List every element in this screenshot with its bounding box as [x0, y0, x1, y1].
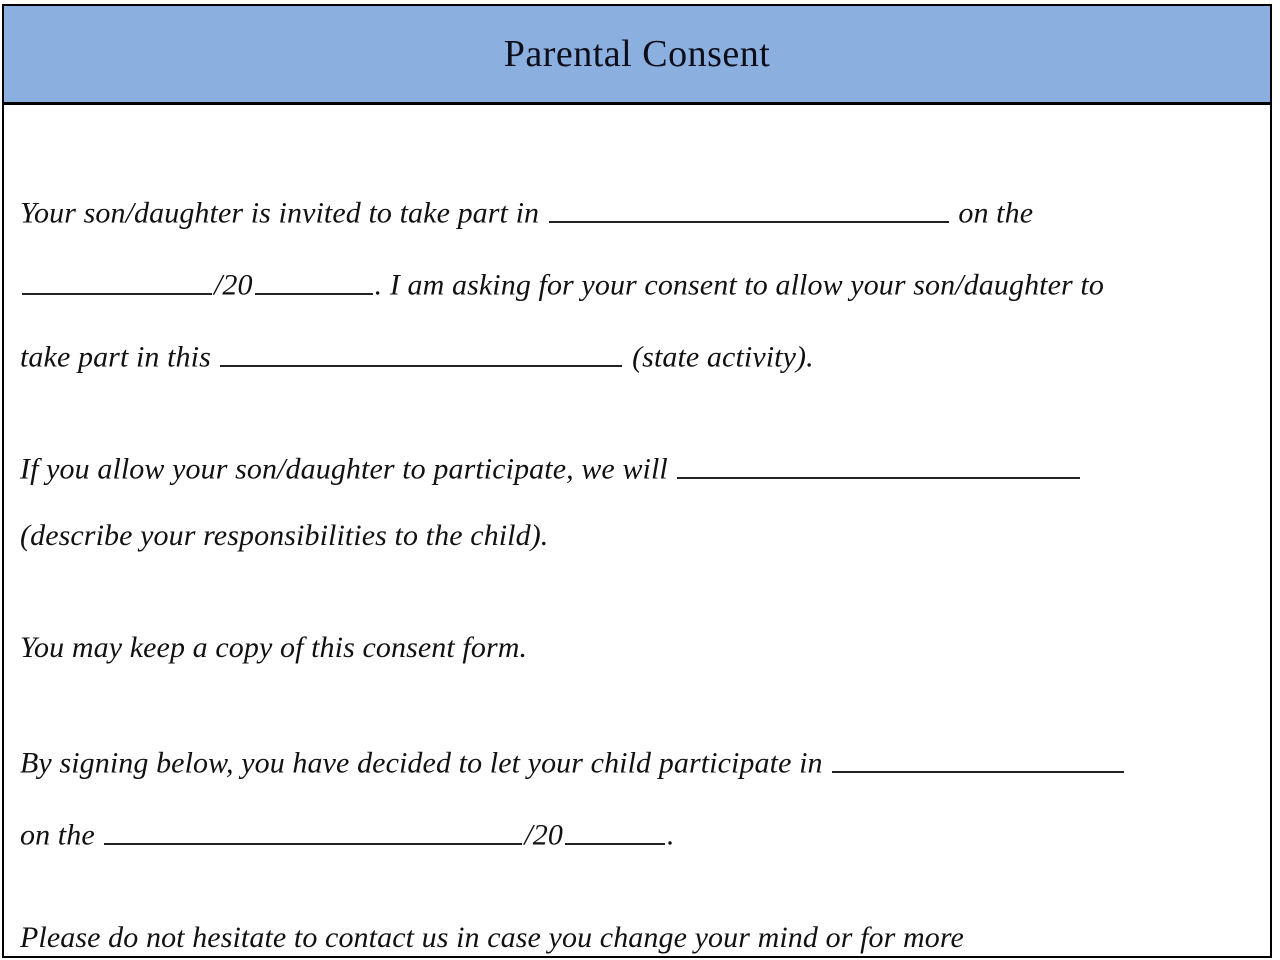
- paragraph2-line1: [20, 449, 1262, 485]
- date-blank-1[interactable]: [22, 265, 212, 295]
- paragraph3-line1-text: You may keep a copy of this consent form.: [20, 631, 528, 664]
- paragraph1-line2-text: . I am asking for your consent to allow your son/daughter to: [374, 268, 1104, 302]
- document-body-frame: [2, 105, 1272, 958]
- paragraph2-line1-text: If you allow your son/daughter to participate, we will: [20, 452, 668, 486]
- paragraph4-line2-text-after: .: [667, 818, 675, 852]
- page-title: Parental Consent: [503, 33, 771, 75]
- paragraph1-line3-text-before: take part in this: [20, 340, 211, 374]
- paragraph2-line2-text: (describe your responsibilities to the child).: [20, 519, 549, 552]
- document-header-bar: [2, 4, 1272, 105]
- paragraph5-line1-text: Please do not hesitate to contact us in case you change your mind or for more: [20, 921, 964, 954]
- activity-blank-2[interactable]: [220, 337, 622, 367]
- paragraph4-year-prefix-2: /20: [524, 818, 564, 852]
- paragraph1-line1: [20, 193, 1262, 229]
- paragraph4-line1: [20, 743, 1262, 779]
- paragraph4-line2-text-before: on the: [20, 818, 95, 852]
- paragraph3-line1: [20, 633, 1262, 663]
- paragraph1-line3: [20, 337, 1262, 373]
- year-blank-2[interactable]: [565, 815, 665, 845]
- paragraph5-line1: [20, 923, 1262, 953]
- paragraph4-line2: [20, 815, 1262, 851]
- paragraph1-line2: [20, 265, 1262, 301]
- paragraph4-line1-text: By signing below, you have decided to let your child participate in: [20, 746, 823, 780]
- activity-blank-3[interactable]: [832, 743, 1124, 773]
- paragraph1-line3-text-after: (state activity).: [632, 340, 814, 374]
- paragraph1-year-prefix-1: /20: [214, 268, 253, 302]
- date-blank-2[interactable]: [104, 815, 522, 845]
- activity-blank-1[interactable]: [549, 193, 949, 223]
- paragraph1-line1-text-before: Your son/daughter is invited to take part in: [20, 196, 540, 230]
- year-blank-1[interactable]: [255, 265, 373, 295]
- paragraph2-line2: [20, 521, 1262, 551]
- responsibilities-blank[interactable]: [677, 449, 1080, 479]
- paragraph1-line1-text-after: on the: [958, 196, 1034, 230]
